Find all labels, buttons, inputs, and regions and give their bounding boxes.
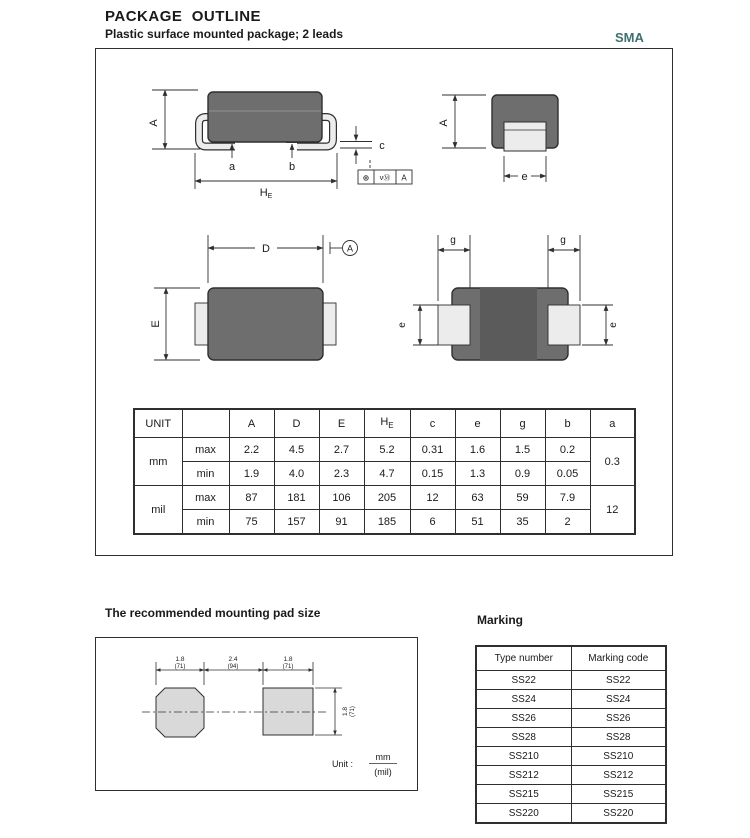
page-subtitle: Plastic surface mounted package; 2 leads [105, 27, 344, 41]
table-cell: 2.3 [319, 462, 364, 486]
table-cell: 185 [364, 510, 410, 535]
table-cell: 181 [274, 486, 319, 510]
table-cell [182, 409, 229, 438]
table-cell: 2.7 [319, 438, 364, 462]
dim-label-E: E [150, 320, 162, 328]
table-cell: SS26 [571, 709, 666, 728]
mounting-pad-title: The recommended mounting pad size [105, 606, 321, 620]
dim-label-a: a [228, 161, 236, 173]
table-cell: 1.5 [500, 438, 545, 462]
table-cell: 0.3 [590, 438, 635, 486]
table-cell: SS28 [571, 728, 666, 747]
table-cell: 157 [274, 510, 319, 535]
table-row [476, 709, 666, 728]
table-cell: SS26 [476, 709, 571, 728]
table-cell: 2 [545, 510, 590, 535]
table-cell: min [182, 510, 229, 535]
dim-label-g-left: g [450, 235, 456, 246]
table-cell: 1.3 [455, 462, 500, 486]
dim-label-c: c [379, 140, 385, 152]
table-cell: Marking code [571, 646, 666, 671]
table-cell: c [410, 409, 455, 438]
table-cell: D [274, 409, 319, 438]
page-title: PACKAGE OUTLINE [105, 8, 262, 25]
pad-dim-height-mil: (71) [350, 706, 356, 717]
table-cell: E [319, 409, 364, 438]
unit-label: Unit : [332, 759, 354, 769]
table-cell: 2.2 [229, 438, 274, 462]
table-cell: g [500, 409, 545, 438]
table-cell: mm [134, 438, 182, 486]
table-cell: SS220 [476, 804, 571, 824]
table-cell: 0.9 [500, 462, 545, 486]
table-cell: 4.5 [274, 438, 319, 462]
table-cell: 51 [455, 510, 500, 535]
dim-label-e: e [521, 171, 528, 183]
table-cell: min [182, 462, 229, 486]
dim-table-row-mil-min [134, 510, 635, 535]
table-cell: SS212 [476, 766, 571, 785]
dim-label-g-right: g [560, 235, 566, 246]
table-row [476, 785, 666, 804]
side-view-drawing [140, 72, 430, 200]
table-cell: 91 [319, 510, 364, 535]
table-cell: mil [134, 486, 182, 535]
unit-numerator: mm [375, 752, 391, 762]
table-cell: 5.2 [364, 438, 410, 462]
table-cell: 106 [319, 486, 364, 510]
pad-dim-mid-mil: (94) [227, 664, 239, 670]
table-cell: max [182, 486, 229, 510]
pad-dim-right-mm: 1.8 [283, 656, 293, 663]
table-cell: b [545, 409, 590, 438]
table-cell: 0.2 [545, 438, 590, 462]
table-cell: 0.15 [410, 462, 455, 486]
pad-dim-height-mm: 1.8 [342, 706, 349, 717]
table-cell: $H_E$ [364, 409, 410, 438]
dim-table-row-mil-max [134, 486, 635, 510]
table-cell: SS215 [571, 785, 666, 804]
table-cell: 59 [500, 486, 545, 510]
dim-table-row-mm-min [134, 462, 635, 486]
table-cell: SS24 [476, 690, 571, 709]
tolerance-symbol-position: ⊕ [362, 173, 370, 183]
table-cell: SS220 [571, 804, 666, 824]
table-row [476, 766, 666, 785]
table-cell: SS28 [476, 728, 571, 747]
table-cell: UNIT [134, 409, 182, 438]
table-cell: 0.31 [410, 438, 455, 462]
dim-label-b: b [288, 161, 296, 173]
table-cell: A [229, 409, 274, 438]
dim-label-A: A [148, 119, 160, 127]
dim-label-HE: HE [259, 187, 273, 200]
table-cell: 7.9 [545, 486, 590, 510]
table-row [476, 671, 666, 690]
pad-dim-left-mm: 1.8 [175, 656, 185, 663]
unit-denominator: (mil) [374, 767, 392, 777]
table-cell: 4.7 [364, 462, 410, 486]
table-cell: 1.9 [229, 462, 274, 486]
table-row [476, 804, 666, 824]
tolerance-datum: A [401, 173, 407, 183]
marking-title: Marking [477, 613, 524, 627]
bottom-view-drawing [395, 225, 645, 385]
table-cell: SS24 [571, 690, 666, 709]
pad-dim-mid-mm: 2.4 [228, 656, 238, 663]
table-row [476, 747, 666, 766]
table-cell: SS210 [571, 747, 666, 766]
table-cell: SS215 [476, 785, 571, 804]
table-row [476, 728, 666, 747]
table-row [476, 690, 666, 709]
table-cell: max [182, 438, 229, 462]
table-cell: Type number [476, 646, 571, 671]
table-cell: SS22 [571, 671, 666, 690]
table-cell: 205 [364, 486, 410, 510]
table-cell: 0.05 [545, 462, 590, 486]
table-cell: 1.6 [455, 438, 500, 462]
dim-table-header-row [134, 409, 635, 438]
dim-table-row-mm-max [134, 438, 635, 462]
table-cell: 4.0 [274, 462, 319, 486]
table-cell: SS210 [476, 747, 571, 766]
datum-label: A [346, 243, 354, 254]
pad-dim-right-mil: (71) [282, 664, 294, 670]
table-cell: 35 [500, 510, 545, 535]
pad-dim-left-mil: (71) [174, 664, 186, 670]
package-code: SMA [615, 30, 644, 45]
dim-label-e-left: e [397, 322, 408, 328]
table-cell: SS22 [476, 671, 571, 690]
table-cell: 75 [229, 510, 274, 535]
table-cell: 87 [229, 486, 274, 510]
table-cell: e [455, 409, 500, 438]
dimension-table [133, 408, 636, 535]
dim-label-D: D [262, 243, 270, 255]
dim-label-A: A [438, 119, 450, 127]
marking-table [475, 645, 667, 824]
table-cell: a [590, 409, 635, 438]
table-cell: 6 [410, 510, 455, 535]
mounting-pad-figure [95, 637, 418, 791]
marking-header-row [476, 646, 666, 671]
table-cell: 12 [590, 486, 635, 535]
mounting-pad-drawing [96, 638, 417, 790]
table-cell: 63 [455, 486, 500, 510]
end-view-drawing [430, 78, 630, 200]
table-cell: SS212 [571, 766, 666, 785]
dim-label-e-right: e [608, 322, 619, 328]
top-view-drawing [140, 225, 420, 385]
tolerance-symbol-v: vⓂ [379, 175, 391, 182]
table-cell: 12 [410, 486, 455, 510]
